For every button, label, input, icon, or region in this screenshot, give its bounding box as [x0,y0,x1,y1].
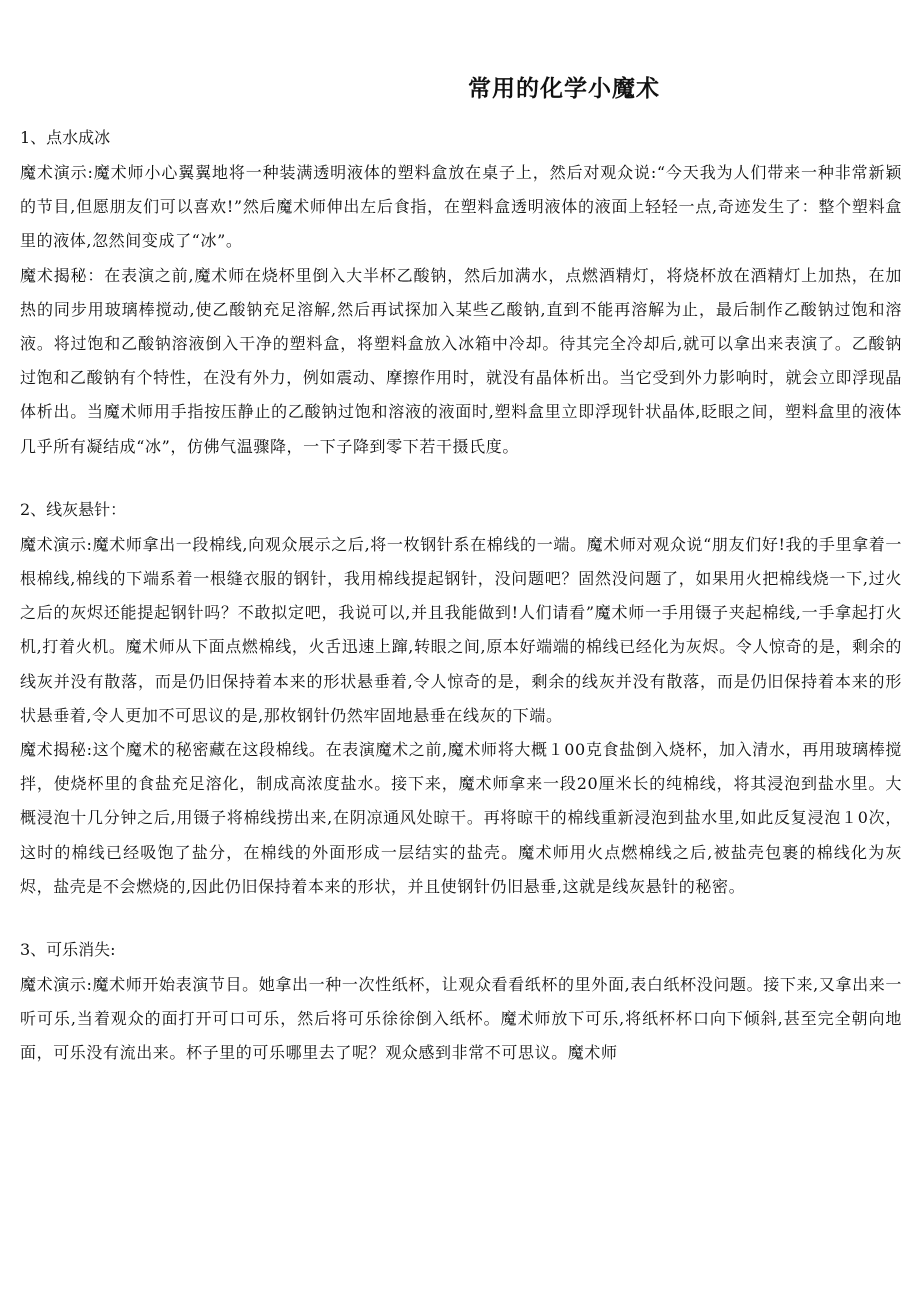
section-paragraph: 魔术揭秘:这个魔术的秘密藏在这段棉线。在表演魔术之前,魔术师将大概１00克食盐倒入烧杯，加入清水，再用玻璃棒搅拌，使烧杯里的食盐充足溶化，制成高浓度盐水。接下来，魔术师拿来一段20厘米长的纯棉线，将其浸泡到盐水里。大概浸泡十几分钟之后,用镊子将棉线捞出来,在阴凉通风处晾干。再将晾干的棉线重新浸泡到盐水里,如此反复浸泡１0次，这时的棉线已经吸饱了盐分，在棉线的外面形成一层结实的盐壳。魔术师用火点燃棉线之后,被盐壳包裹的棉线化为灰烬，盐壳是不会燃烧的,因此仍旧保持着本来的形状，并且使钢针仍旧悬垂,这就是线灰悬针的秘密。 [20,740,902,896]
section-paragraph: 魔术演示:魔术师小心翼翼地将一种装满透明液体的塑料盒放在桌子上，然后对观众说:“今天我为人们带来一种非常新颖的节目,但愿朋友们可以喜欢!”然后魔术师伸出左后食指，在塑料盒透明液体的液面上轻轻一点,奇迹发生了：整个塑料盒里的液体,忽然间变成了“冰”。 [20,163,902,251]
section-3 [20,932,902,1071]
section-1 [20,120,902,464]
section-spacer [20,464,902,492]
section-heading: 2、线灰悬针： [20,499,127,519]
section-spacer [20,904,902,932]
section-2 [20,492,902,904]
section-paragraph: 魔术演示:魔术师开始表演节目。她拿出一种一次性纸杯，让观众看看纸杯的里外面,表白纸杯没问题。接下来,又拿出来一听可乐,当着观众的面打开可口可乐，然后将可乐徐徐倒入纸杯。魔术师放下可乐,将纸杯杯口向下倾斜,甚至完全朝向地面，可乐没有流出来。杯子里的可乐哪里去了呢？观众感到非常不可思议。魔术师 [20,975,902,1063]
section-heading: 1、点水成冰 [20,128,111,147]
section-paragraph: 魔术演示:魔术师拿出一段棉线,向观众展示之后,将一枚钢针系在棉线的一端。魔术师对观众说“朋友们好!我的手里拿着一根棉线,棉线的下端系着一根缝衣服的钢针，我用棉线提起钢针，没问题吧？固然没问题了，如果用火把棉线烧一下,过火之后的灰烬还能提起钢针吗？不敢拟定吧，我说可以,并且我能做到!人们请看”魔术师一手用镊子夹起棉线,一手拿起打火机,打着火机。魔术师从下面点燃棉线，火舌迅速上蹿,转眼之间,原本好端端的棉线已经化为灰烬。令人惊奇的是，剩余的线灰并没有散落，而是仍旧保持着本来的形状悬垂着,令人惊奇的是，剩余的线灰并没有散落，而是仍旧保持着本来的形状悬垂着,令人更加不可思议的是,那枚钢针仍然牢固地悬垂在线灰的下端。 [20,534,902,725]
section-heading: 3、可乐消失: [20,940,116,960]
section-paragraph: 魔术揭秘：在表演之前,魔术师在烧杯里倒入大半杯乙酸钠，然后加满水，点燃酒精灯，将烧杯放在酒精灯上加热，在加热的同步用玻璃棒搅动,使乙酸钠充足溶解,然后再试探加入某些乙酸钠,直到不能再溶解为止，最后制作乙酸钠过饱和溶液。将过饱和乙酸钠溶液倒入干净的塑料盒，将塑料盒放入冰箱中冷却。待其完全冷却后,就可以拿出来表演了。乙酸钠过饱和乙酸钠有个特性，在没有外力，例如震动、摩擦作用时，就没有晶体析出。当它受到外力影响时，就会立即浮现晶体析出。当魔术师用手指按压静止的乙酸钠过饱和溶液的液面时,塑料盒里立即浮现针状晶体,眨眼之间，塑料盒里的液体几乎所有凝结成“冰”，仿佛气温骤降，一下子降到零下若干摄氏度。 [20,265,902,456]
document-title: 常用的化学小魔术 [468,75,660,102]
